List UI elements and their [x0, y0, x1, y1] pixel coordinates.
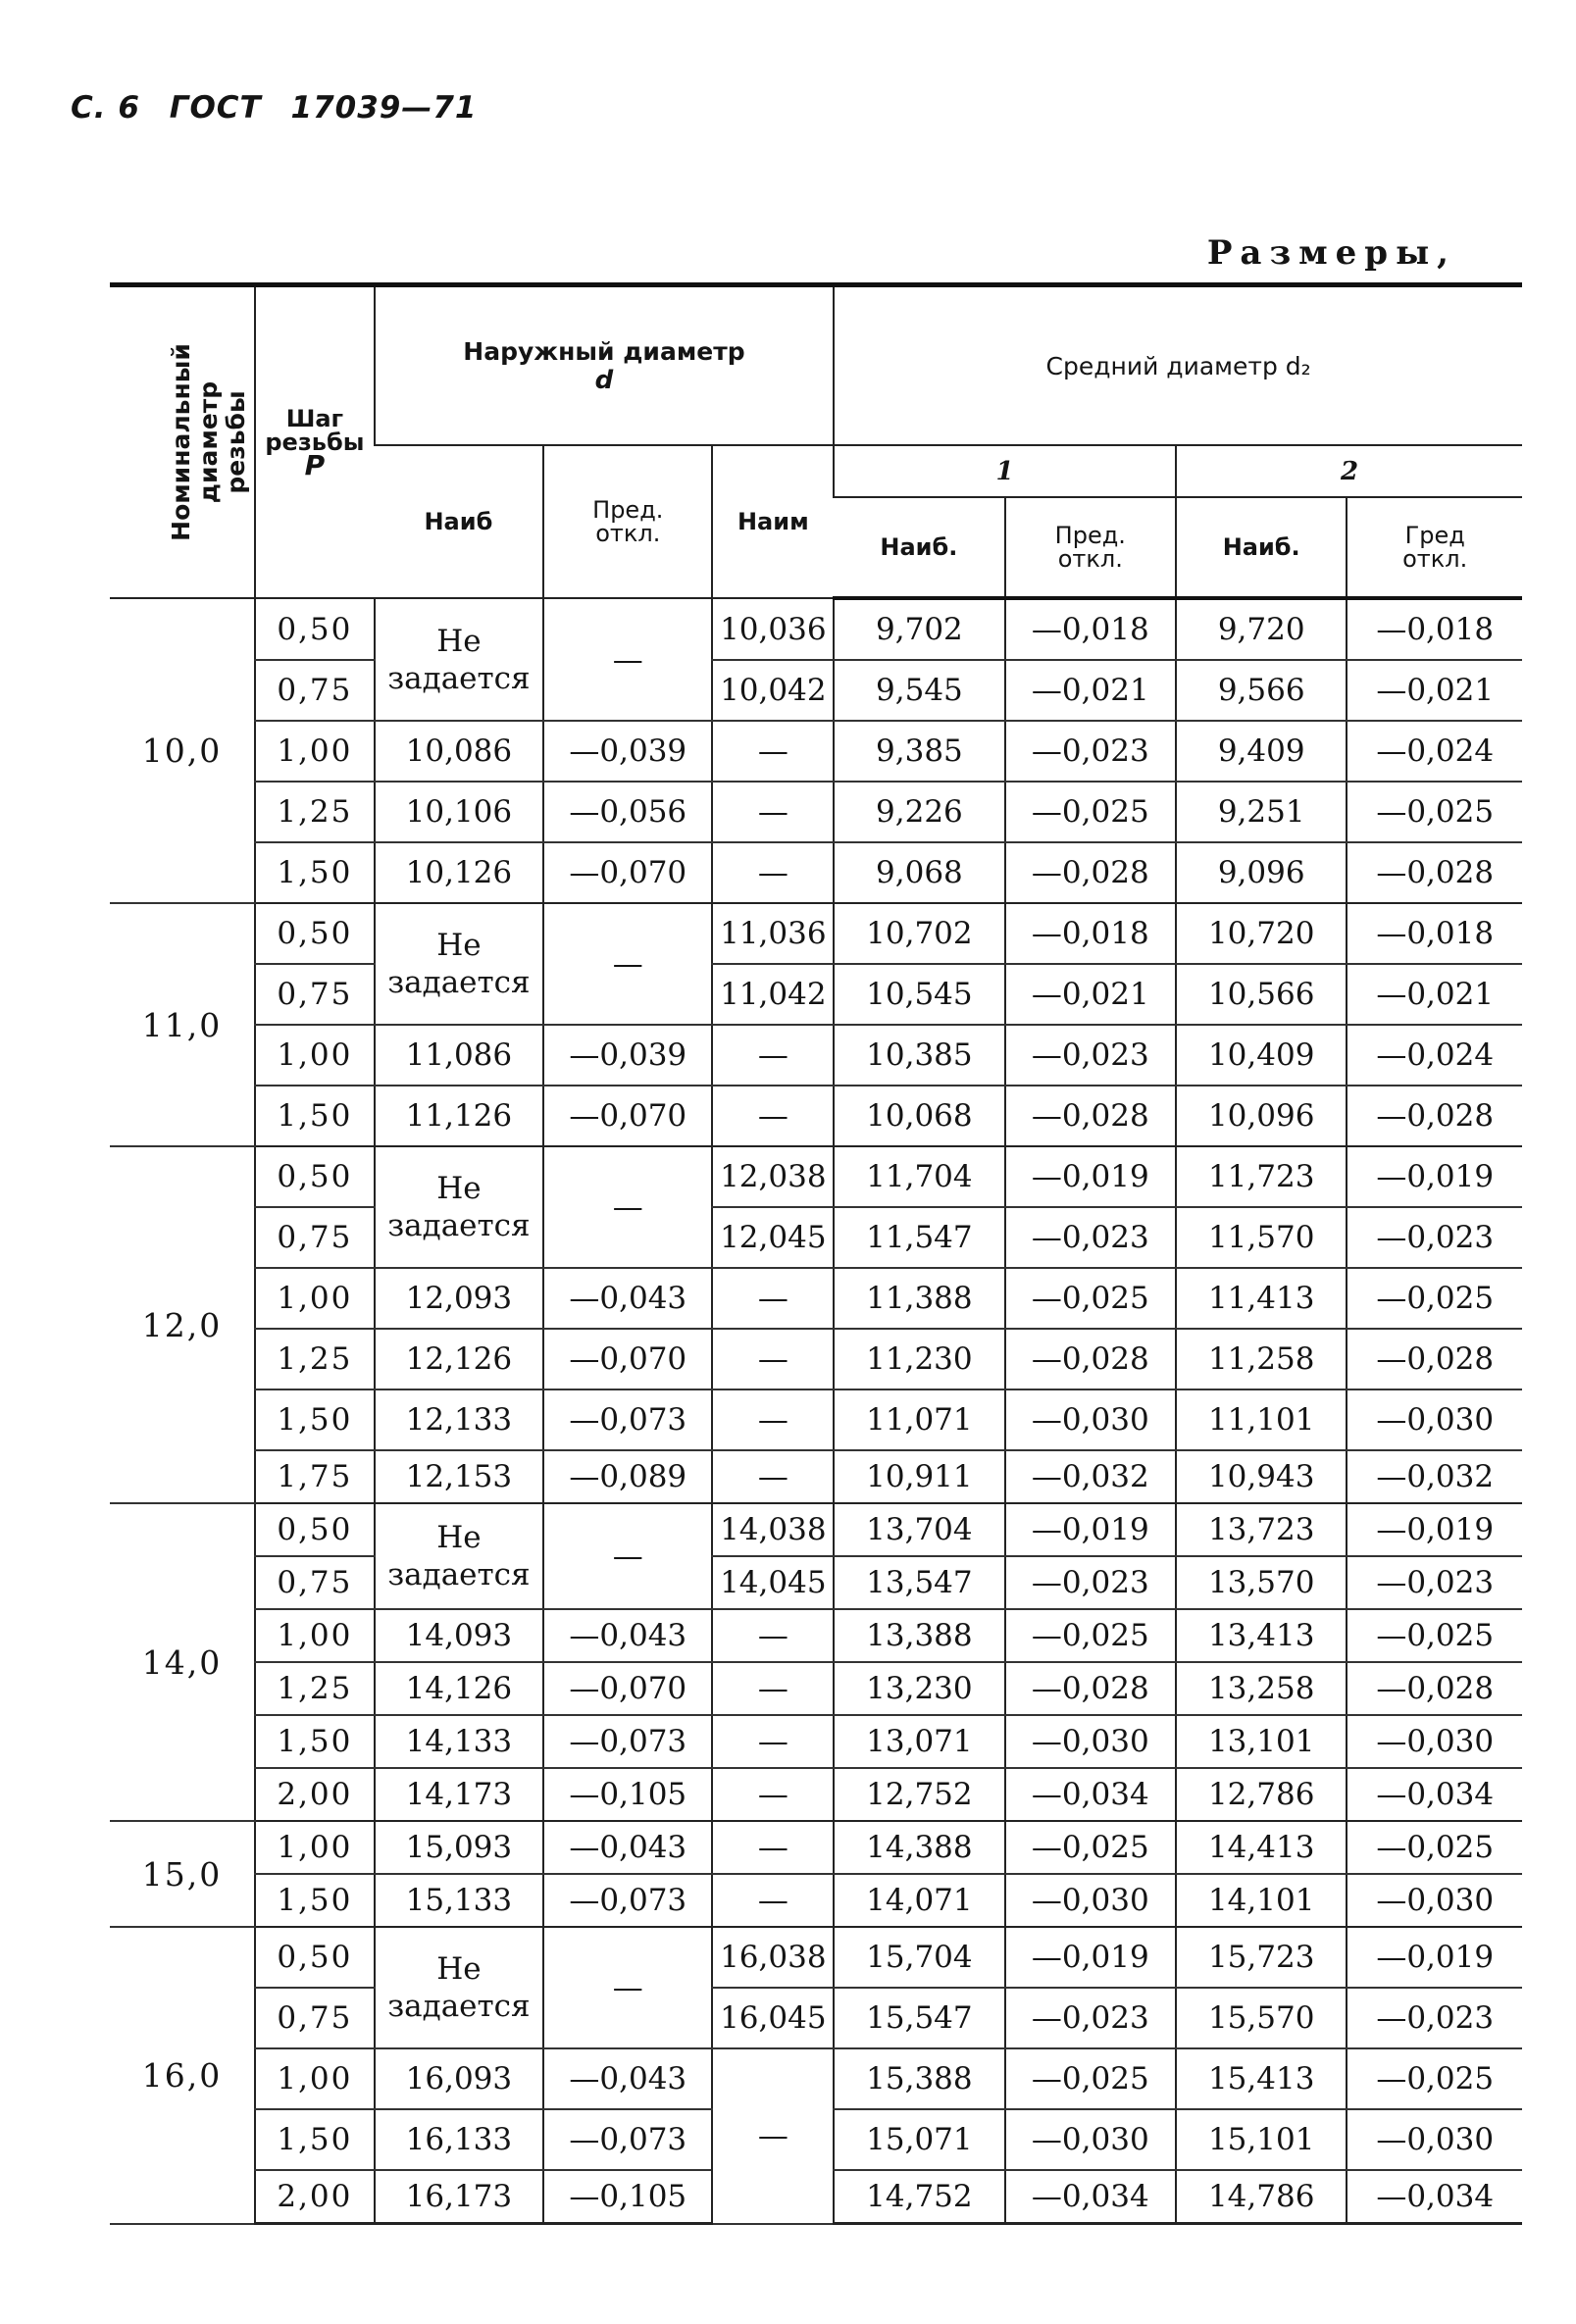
mid1-max-cell: 13,230: [834, 1662, 1004, 1715]
mid1-max-cell: 9,068: [834, 842, 1004, 903]
header-outer-min: Наим: [712, 445, 834, 598]
mid1-max-cell: 11,230: [834, 1329, 1004, 1389]
outer-min-cell: 10,036: [712, 598, 834, 660]
table-row: [110, 964, 1522, 1025]
outer-min-cell: 16,045: [712, 1988, 834, 2048]
outer-min-cell: 11,036: [712, 903, 834, 964]
mid1-max-cell: 11,388: [834, 1268, 1004, 1329]
mid1-dev-cell: —0,021: [1005, 660, 1176, 721]
mid2-max-cell: 10,566: [1176, 964, 1347, 1025]
outer-dev-cell: —0,073: [543, 1715, 712, 1768]
table-row: [110, 1988, 1522, 2048]
pitch-cell: 1,50: [255, 842, 375, 903]
pitch-cell: 1,00: [255, 721, 375, 782]
outer-dev-cell: —: [543, 598, 712, 721]
outer-max-cell: 12,133: [375, 1389, 543, 1450]
table-row: [110, 1450, 1522, 1503]
outer-min-cell: —: [712, 1609, 834, 1662]
mid1-dev-cell: —0,023: [1005, 1207, 1176, 1268]
mid1-max-cell: 9,702: [834, 598, 1004, 660]
mid2-dev-cell: —0,030: [1347, 2109, 1522, 2170]
nominal-diameter-cell: 15,0: [110, 1821, 255, 1927]
pitch-cell: 0,75: [255, 660, 375, 721]
mid1-max-cell: 10,545: [834, 964, 1004, 1025]
outer-dev-cell: —: [543, 903, 712, 1025]
mid1-dev-cell: —0,030: [1005, 1715, 1176, 1768]
mid1-max-cell: 13,388: [834, 1609, 1004, 1662]
mid1-dev-cell: —0,023: [1005, 1025, 1176, 1086]
not-set-cell: Не задается: [375, 903, 543, 1025]
mid2-max-cell: 9,409: [1176, 721, 1347, 782]
mid2-max-cell: 14,786: [1176, 2170, 1347, 2224]
outer-max-cell: 15,093: [375, 1821, 543, 1874]
mid2-max-cell: 15,570: [1176, 1988, 1347, 2048]
outer-dev-cell: —0,073: [543, 1389, 712, 1450]
outer-dev-cell: —0,043: [543, 1609, 712, 1662]
outer-dev-cell: —0,043: [543, 1821, 712, 1874]
outer-min-cell: 11,042: [712, 964, 834, 1025]
mid2-dev-cell: —0,024: [1347, 721, 1522, 782]
table-row: [110, 660, 1522, 721]
mid2-max-cell: 15,413: [1176, 2048, 1347, 2109]
table-row: [110, 1609, 1522, 1662]
mid1-dev-cell: —0,023: [1005, 1556, 1176, 1609]
mid1-max-cell: 15,071: [834, 2109, 1004, 2170]
mid1-max-cell: 13,547: [834, 1556, 1004, 1609]
table-row: [110, 1086, 1522, 1146]
pitch-cell: 1,25: [255, 1662, 375, 1715]
outer-dev-cell: —0,070: [543, 842, 712, 903]
mid2-dev-cell: —0,028: [1347, 1086, 1522, 1146]
outer-dev-cell: —0,070: [543, 1086, 712, 1146]
outer-max-cell: 16,093: [375, 2048, 543, 2109]
mid2-dev-cell: —0,023: [1347, 1988, 1522, 2048]
not-set-cell: Не задается: [375, 1503, 543, 1609]
table-row: [110, 1146, 1522, 1207]
pitch-cell: 2,00: [255, 2170, 375, 2224]
mid2-dev-cell: —0,028: [1347, 1329, 1522, 1389]
mid2-dev-cell: —0,030: [1347, 1715, 1522, 1768]
mid1-dev-cell: —0,030: [1005, 1389, 1176, 1450]
outer-max-cell: 10,126: [375, 842, 543, 903]
outer-max-cell: 16,173: [375, 2170, 543, 2224]
mid1-dev-cell: —0,032: [1005, 1450, 1176, 1503]
mid2-dev-cell: —0,025: [1347, 1821, 1522, 1874]
pitch-cell: 0,50: [255, 598, 375, 660]
mid2-dev-cell: —0,025: [1347, 1268, 1522, 1329]
outer-dev-cell: —0,073: [543, 2109, 712, 2170]
pitch-cell: 1,00: [255, 1609, 375, 1662]
mid2-max-cell: 10,943: [1176, 1450, 1347, 1503]
pitch-cell: 1,25: [255, 1329, 375, 1389]
nominal-diameter-cell: 10,0: [110, 598, 255, 903]
mid2-max-cell: 11,413: [1176, 1268, 1347, 1329]
outer-min-cell: —: [712, 2048, 834, 2224]
mid2-max-cell: 11,723: [1176, 1146, 1347, 1207]
pitch-cell: 1,00: [255, 1025, 375, 1086]
thread-dimensions-table: [110, 282, 1522, 2225]
mid2-max-cell: 9,720: [1176, 598, 1347, 660]
outer-dev-cell: —0,073: [543, 1874, 712, 1927]
mid2-max-cell: 13,570: [1176, 1556, 1347, 1609]
mid2-dev-cell: —0,023: [1347, 1556, 1522, 1609]
not-set-cell: Не задается: [375, 1146, 543, 1268]
mid1-dev-cell: —0,028: [1005, 1329, 1176, 1389]
mid2-max-cell: 10,096: [1176, 1086, 1347, 1146]
mid2-max-cell: 11,101: [1176, 1389, 1347, 1450]
mid1-max-cell: 13,071: [834, 1715, 1004, 1768]
mid2-dev-cell: —0,030: [1347, 1389, 1522, 1450]
outer-max-cell: 12,153: [375, 1450, 543, 1503]
standard-label: ГОСТ: [169, 90, 262, 126]
pitch-cell: 1,50: [255, 2109, 375, 2170]
mid1-dev-cell: —0,025: [1005, 782, 1176, 842]
outer-max-cell: 11,086: [375, 1025, 543, 1086]
nominal-diameter-cell: 16,0: [110, 1927, 255, 2224]
pitch-cell: 1,75: [255, 1450, 375, 1503]
outer-min-cell: —: [712, 782, 834, 842]
mid2-dev-cell: —0,019: [1347, 1146, 1522, 1207]
header-pitch: Шаг резьбы P: [255, 285, 375, 599]
units-label: Размеры,: [1206, 233, 1456, 273]
outer-dev-cell: —0,105: [543, 2170, 712, 2224]
header-mid2-dev: Гред откл.: [1347, 497, 1522, 598]
pitch-cell: 0,50: [255, 1146, 375, 1207]
outer-max-cell: 15,133: [375, 1874, 543, 1927]
outer-dev-cell: —0,039: [543, 1025, 712, 1086]
mid2-max-cell: 11,258: [1176, 1329, 1347, 1389]
outer-min-cell: 12,045: [712, 1207, 834, 1268]
mid1-max-cell: 10,911: [834, 1450, 1004, 1503]
outer-min-cell: —: [712, 1662, 834, 1715]
mid1-max-cell: 9,226: [834, 782, 1004, 842]
outer-dev-cell: —: [543, 1927, 712, 2048]
mid1-max-cell: 9,545: [834, 660, 1004, 721]
mid1-dev-cell: —0,030: [1005, 1874, 1176, 1927]
mid1-max-cell: 14,752: [834, 2170, 1004, 2224]
mid1-max-cell: 10,385: [834, 1025, 1004, 1086]
mid1-dev-cell: —0,025: [1005, 1821, 1176, 1874]
table-row: [110, 1874, 1522, 1927]
mid1-dev-cell: —0,023: [1005, 1988, 1176, 2048]
outer-max-cell: 14,133: [375, 1715, 543, 1768]
table-row: [110, 1715, 1522, 1768]
mid1-max-cell: 10,702: [834, 903, 1004, 964]
pitch-cell: 0,75: [255, 964, 375, 1025]
outer-dev-cell: —0,105: [543, 1768, 712, 1821]
mid2-dev-cell: —0,019: [1347, 1503, 1522, 1556]
nominal-diameter-cell: 12,0: [110, 1146, 255, 1503]
header-mid-class-2: 2: [1176, 445, 1522, 497]
outer-min-cell: —: [712, 1086, 834, 1146]
outer-dev-cell: —0,070: [543, 1329, 712, 1389]
pitch-cell: 1,00: [255, 2048, 375, 2109]
mid2-dev-cell: —0,021: [1347, 964, 1522, 1025]
pitch-cell: 1,00: [255, 1821, 375, 1874]
not-set-cell: Не задается: [375, 1927, 543, 2048]
page-header: [71, 90, 495, 126]
table-row: [110, 1329, 1522, 1389]
mid1-max-cell: 14,388: [834, 1821, 1004, 1874]
nominal-diameter-cell: 14,0: [110, 1503, 255, 1821]
outer-max-cell: 11,126: [375, 1086, 543, 1146]
outer-dev-cell: —: [543, 1503, 712, 1609]
table-row: [110, 782, 1522, 842]
table-row: [110, 1025, 1522, 1086]
mid1-dev-cell: —0,028: [1005, 1086, 1176, 1146]
outer-dev-cell: —0,070: [543, 1662, 712, 1715]
header-nominal-diameter: Номинальный диаметр резьбы: [110, 285, 255, 599]
mid2-max-cell: 11,570: [1176, 1207, 1347, 1268]
table-row: [110, 1768, 1522, 1821]
outer-dev-cell: —0,056: [543, 782, 712, 842]
outer-min-cell: —: [712, 1450, 834, 1503]
outer-min-cell: 12,038: [712, 1146, 834, 1207]
outer-min-cell: 14,038: [712, 1503, 834, 1556]
mid1-dev-cell: —0,034: [1005, 1768, 1176, 1821]
mid1-max-cell: 12,752: [834, 1768, 1004, 1821]
mid2-max-cell: 12,786: [1176, 1768, 1347, 1821]
outer-min-cell: —: [712, 1329, 834, 1389]
outer-min-cell: —: [712, 1389, 834, 1450]
mid1-max-cell: 15,388: [834, 2048, 1004, 2109]
mid2-dev-cell: —0,028: [1347, 1662, 1522, 1715]
page-number: С. 6: [71, 90, 140, 126]
outer-min-cell: —: [712, 1874, 834, 1927]
mid2-max-cell: 9,096: [1176, 842, 1347, 903]
pitch-cell: 1,00: [255, 1268, 375, 1329]
outer-min-cell: —: [712, 1025, 834, 1086]
table-row: [110, 1662, 1522, 1715]
mid2-max-cell: 9,566: [1176, 660, 1347, 721]
mid1-dev-cell: —0,025: [1005, 1609, 1176, 1662]
mid1-dev-cell: —0,034: [1005, 2170, 1176, 2224]
pitch-cell: 0,75: [255, 1988, 375, 2048]
mid2-dev-cell: —0,030: [1347, 1874, 1522, 1927]
mid1-max-cell: 11,704: [834, 1146, 1004, 1207]
mid2-dev-cell: —0,025: [1347, 1609, 1522, 1662]
outer-dev-cell: —: [543, 1146, 712, 1268]
standard-number: 17039—71: [290, 90, 478, 126]
mid2-dev-cell: —0,024: [1347, 1025, 1522, 1086]
table-row: [110, 1503, 1522, 1556]
mid2-max-cell: 14,413: [1176, 1821, 1347, 1874]
pitch-cell: 1,50: [255, 1086, 375, 1146]
outer-min-cell: —: [712, 1268, 834, 1329]
mid2-dev-cell: —0,025: [1347, 782, 1522, 842]
table-row: [110, 1556, 1522, 1609]
outer-max-cell: 10,086: [375, 721, 543, 782]
mid1-max-cell: 15,704: [834, 1927, 1004, 1988]
header-mid1-max: Наиб.: [834, 497, 1004, 598]
table-row: [110, 1821, 1522, 1874]
pitch-cell: 2,00: [255, 1768, 375, 1821]
pitch-cell: 1,25: [255, 782, 375, 842]
pitch-cell: 1,50: [255, 1715, 375, 1768]
mid1-dev-cell: —0,019: [1005, 1503, 1176, 1556]
mid1-max-cell: 15,547: [834, 1988, 1004, 2048]
header-mid2-max: Наиб.: [1176, 497, 1347, 598]
outer-max-cell: 10,106: [375, 782, 543, 842]
outer-min-cell: 16,038: [712, 1927, 834, 1988]
pitch-cell: 0,50: [255, 903, 375, 964]
mid2-max-cell: 14,101: [1176, 1874, 1347, 1927]
table-row: [110, 721, 1522, 782]
outer-dev-cell: —0,043: [543, 2048, 712, 2109]
outer-min-cell: 14,045: [712, 1556, 834, 1609]
mid1-dev-cell: —0,030: [1005, 2109, 1176, 2170]
mid1-dev-cell: —0,025: [1005, 1268, 1176, 1329]
mid2-dev-cell: —0,034: [1347, 2170, 1522, 2224]
header-outer-max: Наиб: [375, 445, 543, 598]
header-outer-diameter: Наружный диаметр d: [375, 285, 834, 446]
outer-min-cell: —: [712, 842, 834, 903]
pitch-cell: 0,50: [255, 1503, 375, 1556]
mid1-max-cell: 10,068: [834, 1086, 1004, 1146]
mid2-dev-cell: —0,034: [1347, 1768, 1522, 1821]
mid2-max-cell: 13,101: [1176, 1715, 1347, 1768]
dimensions-table-wrap: [110, 282, 1522, 2225]
outer-max-cell: 14,173: [375, 1768, 543, 1821]
outer-min-cell: —: [712, 721, 834, 782]
mid1-max-cell: 11,547: [834, 1207, 1004, 1268]
header-mid-class-1: 1: [834, 445, 1176, 497]
outer-dev-cell: —0,089: [543, 1450, 712, 1503]
mid2-max-cell: 10,720: [1176, 903, 1347, 964]
nominal-diameter-cell: 11,0: [110, 903, 255, 1146]
table-row: [110, 842, 1522, 903]
mid2-dev-cell: —0,018: [1347, 903, 1522, 964]
mid2-dev-cell: —0,019: [1347, 1927, 1522, 1988]
mid1-max-cell: 9,385: [834, 721, 1004, 782]
table-row: [110, 2048, 1522, 2109]
pitch-cell: 1,50: [255, 1874, 375, 1927]
outer-max-cell: 16,133: [375, 2109, 543, 2170]
mid2-dev-cell: —0,032: [1347, 1450, 1522, 1503]
mid2-dev-cell: —0,025: [1347, 2048, 1522, 2109]
outer-max-cell: 12,093: [375, 1268, 543, 1329]
header-mid1-dev: Пред. откл.: [1005, 497, 1176, 598]
mid1-dev-cell: —0,028: [1005, 1662, 1176, 1715]
mid2-max-cell: 13,413: [1176, 1609, 1347, 1662]
mid2-max-cell: 15,101: [1176, 2109, 1347, 2170]
mid2-max-cell: 10,409: [1176, 1025, 1347, 1086]
mid1-dev-cell: —0,018: [1005, 598, 1176, 660]
mid1-max-cell: 14,071: [834, 1874, 1004, 1927]
outer-dev-cell: —0,043: [543, 1268, 712, 1329]
pitch-cell: 0,75: [255, 1556, 375, 1609]
table-row: [110, 1389, 1522, 1450]
outer-min-cell: —: [712, 1715, 834, 1768]
pitch-cell: 0,75: [255, 1207, 375, 1268]
outer-min-cell: 10,042: [712, 660, 834, 721]
mid1-dev-cell: —0,018: [1005, 903, 1176, 964]
mid2-max-cell: 15,723: [1176, 1927, 1347, 1988]
mid1-dev-cell: —0,028: [1005, 842, 1176, 903]
mid1-max-cell: 11,071: [834, 1389, 1004, 1450]
mid2-dev-cell: —0,021: [1347, 660, 1522, 721]
mid1-dev-cell: —0,019: [1005, 1927, 1176, 1988]
table-row: [110, 1207, 1522, 1268]
mid1-dev-cell: —0,023: [1005, 721, 1176, 782]
mid2-dev-cell: —0,023: [1347, 1207, 1522, 1268]
mid2-dev-cell: —0,018: [1347, 598, 1522, 660]
outer-min-cell: —: [712, 1768, 834, 1821]
outer-max-cell: 14,093: [375, 1609, 543, 1662]
outer-max-cell: 14,126: [375, 1662, 543, 1715]
outer-max-cell: 12,126: [375, 1329, 543, 1389]
mid1-dev-cell: —0,025: [1005, 2048, 1176, 2109]
header-mid-diameter: Средний диаметр d₂: [834, 285, 1522, 446]
table-row: [110, 1927, 1522, 1988]
table-body: [110, 598, 1522, 2224]
mid2-max-cell: 13,723: [1176, 1503, 1347, 1556]
not-set-cell: Не задается: [375, 598, 543, 721]
header-outer-dev: Пред. откл.: [543, 445, 712, 598]
outer-dev-cell: —0,039: [543, 721, 712, 782]
pitch-cell: 1,50: [255, 1389, 375, 1450]
pitch-cell: 0,50: [255, 1927, 375, 1988]
outer-min-cell: —: [712, 1821, 834, 1874]
mid1-dev-cell: —0,021: [1005, 964, 1176, 1025]
table-row: [110, 903, 1522, 964]
mid1-dev-cell: —0,019: [1005, 1146, 1176, 1207]
mid1-max-cell: 13,704: [834, 1503, 1004, 1556]
mid2-max-cell: 9,251: [1176, 782, 1347, 842]
mid2-dev-cell: —0,028: [1347, 842, 1522, 903]
table-row: [110, 1268, 1522, 1329]
mid2-max-cell: 13,258: [1176, 1662, 1347, 1715]
table-row: [110, 598, 1522, 660]
